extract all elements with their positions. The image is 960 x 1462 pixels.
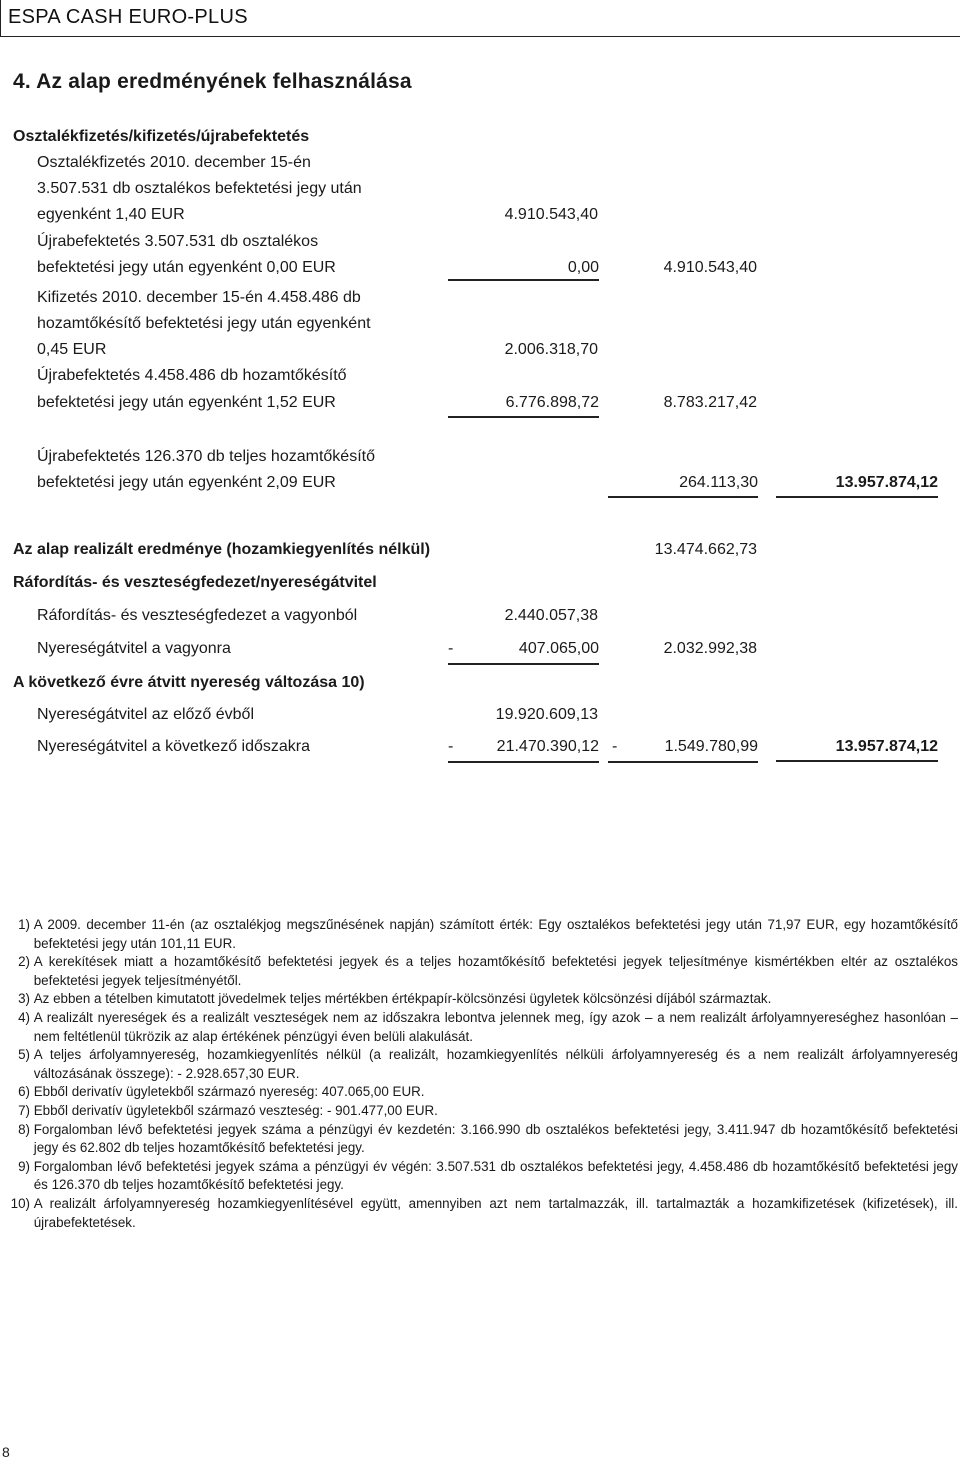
cost-value: 2.440.057,38 xyxy=(504,607,598,624)
realized-result-value: 13.474.662,73 xyxy=(654,541,757,558)
transfer-value-cell xyxy=(448,640,599,665)
dividend-total: 13.957.874,12 xyxy=(776,474,938,498)
footnote-text: Az ebben a tételben kimutatott jövedelmek teljes mértékben értékpapír-kölcsönzési ügyletek kölcsönzési díjából származtak. xyxy=(33,991,772,1007)
transfer-subtotal: 2.032.992,38 xyxy=(663,640,757,657)
next-transfer-value-cell xyxy=(448,738,599,763)
payment-line-1: Kifizetés 2010. december 15-én 4.458.486 db xyxy=(37,289,361,306)
footnote-item xyxy=(10,1158,958,1195)
footnote-item xyxy=(10,916,958,953)
next-transfer-value: 21.470.390,12 xyxy=(496,738,599,755)
footnote-number: 4) xyxy=(18,1009,30,1025)
transfer-label: Nyereségátvitel a vagyonra xyxy=(37,640,231,657)
transfer-value: 407.065,00 xyxy=(518,640,599,657)
payout-value: 4.910.543,40 xyxy=(504,206,598,223)
next-transfer-sign: - xyxy=(448,738,454,755)
footnote-text: Forgalomban lévő befektetési jegyek száma a pénzügyi év végén: 3.507.531 db osztalékos befektetési jegy, 4.458.486 db hozamtőkésítő befektetési jegy és 126.370 db teljes hozamtőkésítő befektetési jegy. xyxy=(33,1158,958,1193)
header-left-rule xyxy=(0,0,1,36)
footnote-text: A kerekítések miatt a hozamtőkésítő befektetési jegyek és a teljes hozamtőkésítő befektetési jegyek teljesítménye kismértékben eltér az osztalékos befektetési jegyek teljesítményétől. xyxy=(33,954,958,988)
footnote-number: 1) xyxy=(18,917,30,932)
footnote-text: Ebből derivatív ügyletekből származó nyereség: 407.065,00 EUR. xyxy=(33,1084,425,1100)
payment-line-3: 0,45 EUR xyxy=(37,341,107,358)
footnote-item xyxy=(10,953,958,990)
reinvest2-line-2: befektetési jegy után egyenként 1,52 EUR xyxy=(37,394,336,411)
dividend-heading: Osztalékfizetés/kifizetés/újrabefektetés xyxy=(13,128,310,145)
footnote-number: 8) xyxy=(18,1121,30,1137)
footnote-number: 3) xyxy=(18,991,30,1007)
reinvest2-value: 6.776.898,72 xyxy=(448,394,599,418)
payment-line-2: hozamtőkésítő befektetési jegy után egyenként xyxy=(37,315,371,332)
footnote-number: 9) xyxy=(18,1158,30,1174)
change-heading: A következő évre átvitt nyereség változása 10) xyxy=(13,674,365,691)
footnotes xyxy=(10,916,958,1232)
footnote-text: Forgalomban lévő befektetési jegyek száma a pénzügyi év kezdetén: 3.166.990 db osztalékos befektetési jegy, 3.411.947 db hozamtőkésítő befektetési jegy és 62.802 db teljes hozamtőkésítő befektetési jegy. xyxy=(33,1121,958,1156)
payout-line-1: Osztalékfizetés 2010. december 15-én xyxy=(37,154,311,171)
footnote-number: 5) xyxy=(18,1047,30,1063)
reinvest3-line-2: befektetési jegy után egyenként 2,09 EUR xyxy=(37,474,336,491)
section-title: 4. Az alap eredményének felhasználása xyxy=(13,70,412,93)
prev-transfer-label: Nyereségátvitel az előző évből xyxy=(37,706,255,723)
footnote-text: A 2009. december 11-én (az osztalékjog megszűnésének napján) számított érték: Egy osztalékos befektetési jegy után 71,97 EUR, egy hozamtőkésítő befektetési jegy után 101,11 EUR. xyxy=(33,917,958,951)
footnote-text: Ebből derivatív ügyletekből származó veszteség: - 901.477,00 EUR. xyxy=(33,1102,438,1118)
prev-transfer-value: 19.920.609,13 xyxy=(495,706,598,723)
footnote-text: A teljes árfolyamnyereség, hozamkiegyenlítés nélkül (a realizált, hozamkiegyenlítés nélküli árfolyamnyereség és a nem realizált árfolyamnyereség változásának összege): - 2.928.657,30 EUR. xyxy=(33,1047,958,1081)
footnote-number: 7) xyxy=(18,1102,30,1118)
footnote-item xyxy=(10,1102,958,1121)
transfer-sign: - xyxy=(448,640,454,657)
next-subtotal-value: 1.549.780,99 xyxy=(664,738,758,755)
header-divider xyxy=(0,36,960,37)
reinvest-line-1: Újrabefektetés 3.507.531 db osztalékos xyxy=(37,233,319,250)
footnote-item xyxy=(10,990,958,1009)
next-transfer-label: Nyereségátvitel a következő időszakra xyxy=(37,738,311,755)
footnote-text: A realizált árfolyamnyereség hozamkiegyenlítésével együtt, amennyiben azt nem tartalmazzák, ill. tartalmazták a hozamkifizetések (kifizetések), ill. újrabefektetések. xyxy=(33,1195,958,1230)
payout-line-2: 3.507.531 db osztalékos befektetési jegy után xyxy=(37,180,362,197)
realized-result-label: Az alap realizált eredménye (hozamkiegyenlítés nélkül) xyxy=(13,541,431,558)
page-number: 8 xyxy=(2,1444,10,1460)
payout-line-3: egyenként 1,40 EUR xyxy=(37,206,185,223)
fund-name: ESPA CASH EURO-PLUS xyxy=(8,6,248,28)
dividend-subtotal-2: 8.783.217,42 xyxy=(663,394,757,411)
footnote-item xyxy=(10,1083,958,1102)
footnote-item xyxy=(10,1195,958,1232)
footnote-text: A realizált nyereségek és a realizált veszteségek nem az időszakra lebontva jelennek meg, így azok – a nem realizált árfolyamnyereséghez hasonlóan – nem feltétlenül tükrözik az alap értékének pénzügyi éven belüli alakulását. xyxy=(33,1009,958,1044)
next-subtotal-cell xyxy=(608,738,758,763)
footnote-number: 10) xyxy=(10,1195,30,1211)
footnote-item xyxy=(10,1009,958,1046)
footnote-item xyxy=(10,1046,958,1083)
footnote-number: 6) xyxy=(18,1084,30,1100)
reinvest-value: 0,00 xyxy=(448,259,599,281)
payment-value: 2.006.318,70 xyxy=(504,341,598,358)
cost-heading: Ráfordítás- és veszteségfedezet/nyereségátvitel xyxy=(13,574,377,591)
reinvest-line-2: befektetési jegy után egyenként 0,00 EUR xyxy=(37,259,336,276)
reinvest3-value: 264.113,30 xyxy=(608,474,758,498)
next-subtotal-sign: - xyxy=(612,738,618,755)
dividend-subtotal: 4.910.543,40 xyxy=(663,259,757,276)
result-total: 13.957.874,12 xyxy=(776,738,938,762)
footnote-number: 2) xyxy=(18,954,30,970)
reinvest2-line-1: Újrabefektetés 4.458.486 db hozamtőkésítő xyxy=(37,367,347,384)
reinvest3-line-1: Újrabefektetés 126.370 db teljes hozamtőkésítő xyxy=(37,448,375,465)
footnote-item xyxy=(10,1121,958,1158)
cost-label: Ráfordítás- és veszteségfedezet a vagyonból xyxy=(37,607,358,624)
